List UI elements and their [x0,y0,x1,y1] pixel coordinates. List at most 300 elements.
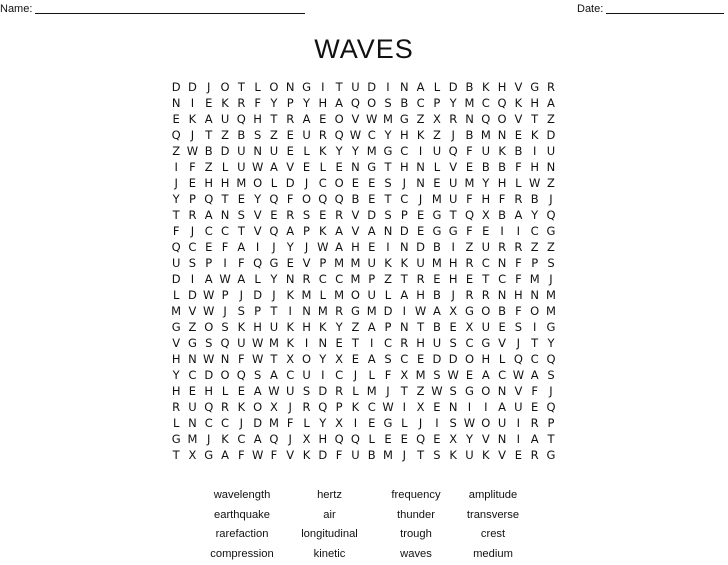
date-label: Date: [577,3,604,15]
grid-letter: Q [464,208,475,222]
grid-letter: D [399,224,409,238]
grid-letter: H [448,256,458,270]
grid-letter: F [498,192,506,206]
grid-letter: Z [416,112,425,126]
grid-letter: G [269,256,279,270]
grid-letter: M [366,144,377,158]
grid-letter: K [530,128,539,142]
grid-letter: M [268,416,279,430]
puzzle-title: WAVES [314,34,414,64]
grid-letter: R [302,400,311,414]
grid-letter: S [433,448,441,462]
grid-letter: J [288,400,292,414]
grid-letter: H [497,176,507,190]
grid-letter: Z [432,128,441,142]
grid-letter: L [303,144,310,158]
grid-letter: O [253,176,263,190]
grid-letter: H [171,384,181,398]
grid-letter: R [530,448,539,462]
grid-letter: A [253,384,262,398]
grid-letter: U [367,256,376,270]
grid-letter: U [302,128,311,142]
grid-letter: W [512,368,525,382]
grid-letter: W [251,448,264,462]
grid-letter: E [514,128,523,142]
grid-letter: O [481,304,491,318]
grid-letter: S [384,208,392,222]
grid-letter: H [497,80,507,94]
grid-letter: Q [546,400,556,414]
grid-letter: H [416,336,425,350]
grid-letter: T [237,224,245,238]
grid-letter: I [516,224,521,238]
grid-letter: J [207,432,211,446]
grid-letter: C [498,368,507,382]
grid-letter: Y [172,192,180,206]
grid-letter: V [514,80,523,94]
grid-letter: W [186,144,199,158]
grid-letter: D [432,352,442,366]
grid-letter: M [366,384,377,398]
grid-letter: R [335,384,344,398]
grid-letter: I [353,416,358,430]
grid-letter: J [288,432,292,446]
grid-letter: T [270,112,278,126]
grid-letter: A [547,96,555,110]
grid-letter: H [530,96,539,110]
grid-letter: M [350,256,361,270]
grid-letter: X [432,112,441,126]
word-bank-item: frequency [391,489,441,501]
grid-letter: W [431,384,443,398]
grid-letter: G [399,112,409,126]
grid-letter: R [188,208,197,222]
grid-letter: V [351,112,360,126]
name-line[interactable] [35,2,305,14]
grid-letter: F [172,224,180,238]
grid-letter: I [321,368,325,382]
grid-letter: I [484,400,488,414]
grid-letter: K [449,448,457,462]
grid-letter: T [417,320,425,334]
grid-letter: U [237,160,246,174]
grid-letter: M [366,304,377,318]
grid-letter: W [366,112,378,126]
grid-letter: U [269,320,279,334]
name-label: Name: [0,3,33,15]
grid-letter: E [286,128,294,142]
grid-letter: N [171,96,181,110]
grid-letter: E [416,352,425,366]
grid-letter: V [253,224,262,238]
grid-letter: U [432,336,442,350]
grid-letter: P [303,224,310,238]
grid-letter: R [514,240,523,254]
grid-letter: R [498,240,507,254]
grid-letter: H [399,160,409,174]
grid-letter: L [433,160,441,174]
grid-letter: U [237,144,246,158]
grid-letter: H [220,176,230,190]
grid-letter: V [172,336,181,350]
grid-letter: Y [286,240,294,254]
grid-letter: F [466,224,473,238]
word-bank-item: earthquake [214,508,270,521]
grid-letter: J [272,288,276,302]
grid-letter: I [435,416,439,430]
grid-letter: W [414,304,427,318]
grid-letter: D [416,240,426,254]
grid-letter: B [498,160,507,174]
grid-letter: F [270,448,278,462]
grid-letter: R [400,336,409,350]
word-bank-item: wavelength [213,489,271,501]
grid-letter: V [351,208,360,222]
grid-letter: X [188,448,197,462]
grid-letter: U [171,256,181,270]
grid-letter: E [237,384,245,398]
grid-letter: U [546,144,556,158]
grid-letter: N [188,352,197,366]
grid-letter: I [532,320,537,334]
grid-letter: C [237,432,246,446]
grid-letter: E [237,192,245,206]
grid-letter: T [547,432,555,446]
grid-letter: Q [416,432,426,446]
word-bank-item: trough [400,528,432,541]
grid-letter: G [171,432,181,446]
grid-letter: C [188,368,197,382]
grid-letter: I [386,80,390,94]
grid-letter: E [482,224,490,238]
grid-letter: W [317,240,329,254]
word-bank-item: compression [210,548,274,561]
grid-letter: K [498,144,506,158]
grid-letter: I [402,400,406,414]
grid-letter: O [220,368,230,382]
grid-letter: G [481,336,491,350]
grid-letter: T [351,336,359,350]
name-field[interactable] [0,2,305,16]
grid-letter: K [319,224,327,238]
grid-letter: R [302,272,311,286]
grid-letter: R [514,192,523,206]
grid-letter: X [481,208,490,222]
grid-letter: N [497,432,507,446]
grid-letter: K [319,144,327,158]
grid-letter: H [481,192,491,206]
grid-letter: K [286,336,294,350]
grid-letter: C [318,176,327,190]
grid-letter: S [253,128,262,142]
grid-letter: O [253,400,263,414]
grid-letter: I [532,144,537,158]
grid-letter: D [171,80,181,94]
grid-letter: O [497,112,507,126]
grid-letter: N [302,304,311,318]
grid-letter: Z [188,320,197,334]
grid-letter: Y [303,96,311,110]
grid-letter: M [317,304,328,318]
grid-letter: S [237,208,245,222]
grid-letter: D [220,144,230,158]
word-bank-item: rarefaction [215,528,269,541]
grid-letter: E [368,192,376,206]
grid-letter: X [416,400,425,414]
grid-letter: K [188,112,197,126]
date-line[interactable] [606,2,724,14]
grid-letter: J [451,288,455,302]
grid-letter: W [203,352,215,366]
grid-letter: Z [204,160,213,174]
grid-letter: F [221,240,229,254]
grid-letter: N [220,208,230,222]
grid-letter: K [319,320,327,334]
grid-letter: R [481,288,490,302]
grid-letter: Q [171,240,181,254]
grid-letter: H [448,272,458,286]
grid-letter: W [251,352,264,366]
grid-letter: R [237,96,246,110]
grid-letter: X [335,352,344,366]
grid-letter: Q [448,144,458,158]
grid-letter: I [255,240,260,254]
grid-letter: U [269,144,279,158]
grid-letter: Q [350,96,360,110]
grid-letter: B [481,160,490,174]
grid-letter: J [207,80,211,94]
grid-letter: M [415,368,426,382]
grid-letter: F [254,96,261,110]
grid-letter: S [253,368,262,382]
grid-letter: T [172,448,180,462]
grid-letter: Y [335,144,343,158]
grid-letter: H [171,352,181,366]
grid-letter: S [302,384,311,398]
grid-letter: V [253,208,262,222]
word-bank-item: medium [473,548,513,561]
grid-letter: N [400,80,409,94]
grid-letter: Z [547,176,555,190]
grid-letter: A [335,224,344,238]
grid-letter: M [383,448,393,462]
grid-letter: B [237,128,246,142]
grid-letter: U [448,192,458,206]
grid-letter: F [238,352,245,366]
grid-letter: A [204,272,213,286]
grid-letter: B [498,208,507,222]
grid-letter: G [302,80,311,94]
grid-letter: N [416,176,425,190]
grid-letter: X [335,416,344,430]
grid-letter: U [367,288,376,302]
grid-letter: R [465,256,474,270]
grid-letter: N [416,160,425,174]
grid-letter: H [318,432,328,446]
grid-letter: Z [465,240,474,254]
grid-letter: I [516,416,521,430]
grid-letter: S [547,256,555,270]
grid-letter: K [416,128,425,142]
grid-letter: L [221,160,229,174]
grid-letter: L [401,416,408,430]
grid-letter: B [400,96,409,110]
word-bank-item: thunder [397,508,435,521]
grid-letter: Q [220,336,230,350]
grid-letter: P [188,192,196,206]
grid-letter: X [286,352,295,366]
grid-letter: C [335,272,344,286]
grid-letter: E [531,400,539,414]
grid-letter: W [349,128,362,142]
grid-letter: J [239,288,244,302]
grid-letter: T [335,80,343,94]
grid-letter: Z [351,320,360,334]
grid-letter: Q [546,352,556,366]
grid-letter: T [172,208,180,222]
grid-letter: G [171,320,181,334]
grid-letter: C [221,224,230,238]
grid-letter: H [204,176,214,190]
grid-letter: Q [171,128,181,142]
grid-letter: E [400,432,408,446]
grid-letter: M [431,192,442,206]
grid-letter: O [464,352,475,366]
grid-letter: Q [334,128,344,142]
grid-letter: Y [319,352,327,366]
grid-letter: D [383,304,393,318]
grid-letter: E [368,176,376,190]
grid-letter: K [514,96,523,110]
grid-letter: K [482,80,490,94]
grid-letter: S [302,208,311,222]
grid-letter: S [221,320,229,334]
grid-letter: C [481,96,490,110]
grid-letter: G [383,144,393,158]
grid-letter: D [448,352,458,366]
grid-letter: D [318,448,328,462]
grid-letter: A [335,240,344,254]
grid-letter: M [268,336,279,350]
grid-letter: U [465,448,474,462]
grid-letter: P [286,96,294,110]
grid-letter: Z [221,128,229,142]
grid-letter: C [335,368,344,382]
grid-letter: F [238,256,245,270]
grid-letter: F [466,192,473,206]
grid-letter: O [367,96,377,110]
grid-letter: D [171,272,181,286]
grid-letter: J [190,224,195,238]
grid-letter: V [449,160,458,174]
grid-letter: E [205,96,213,110]
grid-letter: P [319,256,327,270]
grid-letter: L [303,416,310,430]
grid-letter: N [448,400,458,414]
grid-letter: O [481,416,491,430]
grid-letter: M [187,432,198,446]
grid-letter: B [465,128,474,142]
grid-letter: P [221,288,229,302]
grid-letter: D [367,208,377,222]
grid-letter: C [367,400,376,414]
grid-letter: O [530,304,540,318]
grid-letter: P [205,256,213,270]
grid-letter: Q [546,208,556,222]
grid-letter: B [204,144,213,158]
grid-letter: G [448,224,458,238]
grid-letter: C [383,336,393,350]
grid-letter: T [384,160,392,174]
grid-letter: E [465,272,474,286]
grid-letter: V [514,384,523,398]
grid-letter: Y [384,128,392,142]
grid-letter: G [546,320,556,334]
date-field[interactable] [577,2,724,16]
grid-letter: I [370,336,374,350]
grid-letter: B [432,320,441,334]
grid-letter: L [498,352,506,366]
grid-letter: N [497,288,507,302]
grid-letter: Z [416,384,425,398]
grid-letter: T [449,208,457,222]
word-bank-item: transverse [466,508,520,521]
grid-letter: L [368,368,375,382]
grid-letter: A [204,208,213,222]
grid-letter: M [464,96,475,110]
grid-letter: K [384,256,392,270]
grid-letter: N [497,128,507,142]
grid-letter: I [223,256,227,270]
grid-letter: U [448,176,458,190]
grid-letter: H [253,112,262,126]
grid-letter: I [500,224,504,238]
grid-letter: G [350,304,360,318]
grid-letter: N [253,144,262,158]
grid-letter: Y [465,432,473,446]
grid-letter: V [498,336,507,350]
grid-letter: Q [236,368,246,382]
grid-letter: Q [253,256,263,270]
grid-letter: J [174,176,178,190]
grid-letter: U [220,112,230,126]
grid-letter: N [351,160,360,174]
grid-letter: O [334,112,344,126]
grid-letter: E [335,160,343,174]
word-bank [203,486,532,565]
grid-letter: C [465,336,474,350]
grid-letter: Q [236,112,246,126]
grid-letter: F [335,448,343,462]
grid-letter: Z [384,272,392,286]
grid-letter: C [416,96,425,110]
word-bank-item: kinetic [313,548,346,561]
grid-letter: D [367,80,377,94]
grid-letter: Y [531,208,539,222]
grid-letter: K [237,320,246,334]
grid-letter: A [237,240,246,254]
grid-letter: W [447,368,459,382]
grid-letter: E [286,144,294,158]
grid-letter: P [254,304,262,318]
grid-letter: C [367,128,376,142]
grid-letter: R [530,416,539,430]
grid-letter: M [431,256,442,270]
grid-letter: K [302,448,311,462]
word-bank-item: waves [400,548,432,561]
grid-letter: W [251,336,264,350]
grid-letter: E [319,112,327,126]
